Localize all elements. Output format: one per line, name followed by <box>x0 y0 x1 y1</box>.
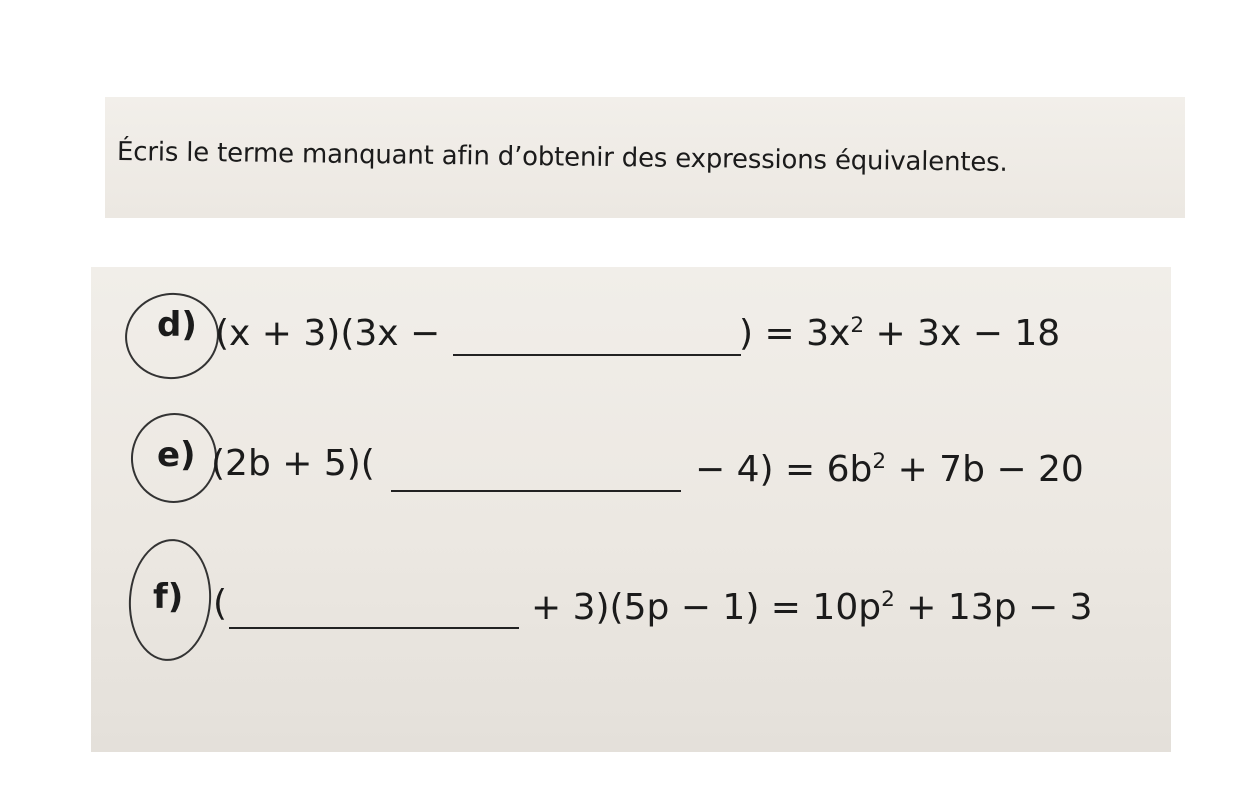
exercise-e <box>91 427 1171 507</box>
expression-right-tail: + 7b − 20 <box>886 449 1084 490</box>
exponent: 2 <box>850 313 865 338</box>
expression-right-tail: + 3x − 18 <box>864 313 1061 354</box>
exercise-d <box>91 297 1171 377</box>
answer-blank[interactable] <box>229 627 519 629</box>
exercise-label: f) <box>153 577 184 617</box>
exponent: 2 <box>881 587 895 612</box>
expression-right <box>531 587 1093 628</box>
exercise-label: d) <box>157 305 197 345</box>
expression-right <box>739 313 1060 354</box>
answer-blank[interactable] <box>453 354 741 356</box>
expression-right-main: ) = 3x <box>739 313 851 354</box>
expression-right-main: − 4) = 6b <box>695 449 873 490</box>
expression-right <box>695 449 1084 490</box>
expression-left: ( <box>213 583 228 624</box>
exercise-f <box>91 567 1171 647</box>
expression-right-main: + 3)(5p − 1) = 10p <box>531 587 882 628</box>
expression-right-tail: + 13p − 3 <box>894 587 1093 628</box>
exercise-label: e) <box>157 435 196 475</box>
answer-blank[interactable] <box>391 490 681 492</box>
instruction-panel <box>105 97 1185 218</box>
exponent: 2 <box>872 449 887 474</box>
expression-left: (2b + 5)( <box>211 443 375 484</box>
instruction-text: Écris le terme manquant afin d’obtenir des expressions équivalentes. <box>116 137 1008 178</box>
expression-left: (x + 3)(3x − <box>215 313 441 354</box>
exercise-panel <box>91 267 1171 752</box>
